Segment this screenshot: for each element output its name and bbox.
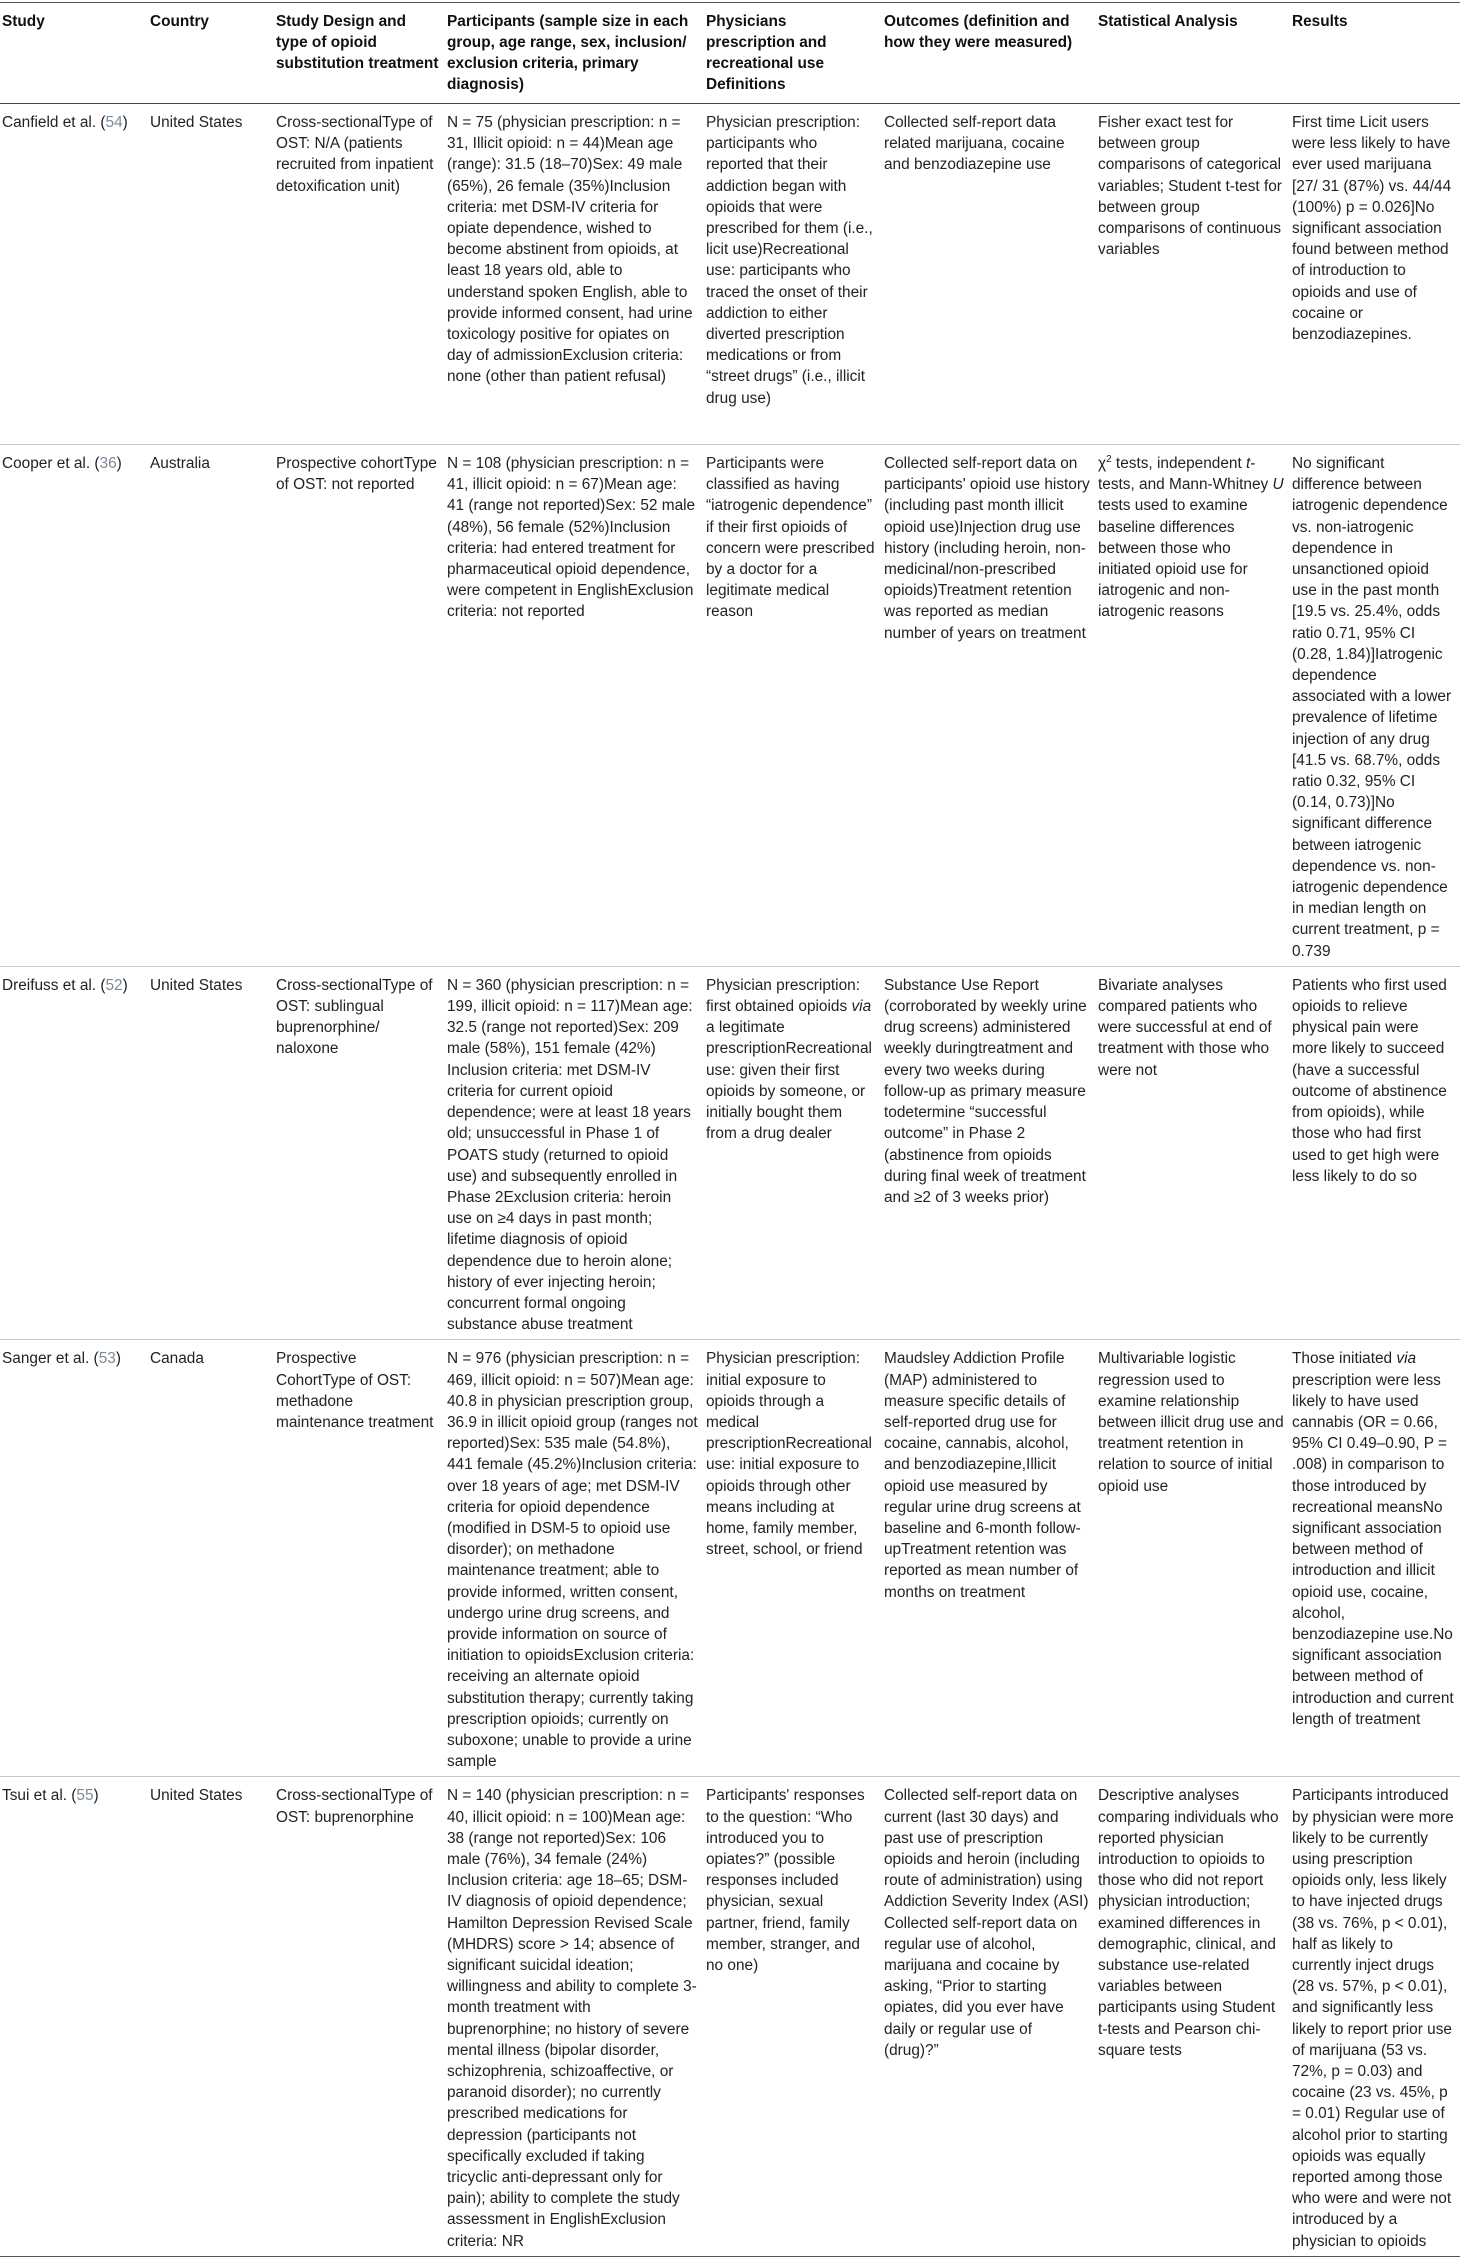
definition-italic: via: [851, 998, 872, 1016]
analysis-italic-t: t: [1246, 455, 1251, 472]
cell-country: United States: [148, 1777, 274, 2256]
definition-text: a legitimate prescriptionRecreational use: given their first opioids by someone, or initially bought them from a drug dealer: [706, 1019, 872, 1143]
table-row: [0, 1777, 1460, 2256]
table-row: [0, 104, 1460, 445]
study-name-close: ): [93, 1787, 99, 1805]
header-outcomes: Outcomes (definition and how they were measured): [882, 3, 1096, 104]
cell-participants: N = 75 (physician prescription: n = 31, Illicit opioid: n = 44)Mean age (range): 31.5 (18–70)Sex: 49 male (65%), 26 female (35%)Inclusion criteria: met DSM-IV criteria for opiate dependence, wished to become abstinent from opioids, at least 18 years old, able to understand spoken English, able to provide informed consent, had urine toxicology positive for opiates on day of admissionExclusion criteria: none (other than patient refusal): [445, 104, 704, 445]
cell-participants: N = 360 (physician prescription: n = 199, illicit opioid: n = 117)Mean age: 32.5 (range not reported)Sex: 209 male (58%), 151 female (42%) Inclusion criteria: met DSM-IV criteria for current opioid dependence; were at least 18 years old; unsuccessful in Phase 1 of POATS study (returned to opioid use) and subsequently enrolled in Phase 2Exclusion criteria: heroin use on ≥4 days in past month; lifetime diagnosis of opioid dependence due to heroin alone; history of ever injecting heroin; concurrent formal ongoing substance abuse treatment: [445, 966, 704, 1339]
cell-study: [0, 1340, 148, 1777]
cell-definitions: Physician prescription: initial exposure to opioids through a medical prescriptionRecreational use: initial exposure to opioids through other means including at home, family member, street, school, or friend: [704, 1340, 882, 1777]
results-text: prescription were less likely to have used cannabis (OR = 0.66, 95% CI 0.49–0.90, P = .008) in comparison to those introduced by recreational meansNo significant association between method of introduction and illicit opioid use, cocaine, alcohol, benzodiazepine use.No significant association between method of introduction and current length of treatment: [1292, 1371, 1454, 1728]
cell-study: [0, 104, 148, 445]
cell-country: Canada: [148, 1340, 274, 1777]
table-row: [0, 1340, 1460, 1777]
cell-outcomes: Collected self-report data on participants' opioid use history (including past month illicit opioid use)Injection drug use history (including heroin, non-medicinal/non-prescribed opioids)Treatment retention was reported as median number of years on treatment: [882, 445, 1096, 967]
study-name-close: ): [116, 455, 122, 472]
study-name: Cooper et al. (: [2, 455, 100, 472]
cell-definitions: Participants were classified as having “iatrogenic dependence” if their first opioids of concern were prescribed by a doctor for a legitimate medical reason: [704, 445, 882, 967]
analysis-text: -tests, and Mann-Whitney: [1098, 455, 1273, 494]
analysis-italic-u: U: [1272, 476, 1284, 494]
header-definitions: Physicians prescription and recreational use Definitions: [704, 3, 882, 104]
table-row: [0, 445, 1460, 967]
cell-results: Participants introduced by physician were more likely to be currently using prescription opioids only, less likely to have injected drugs (38 vs. 76%, p < 0.01), half as likely to currently inject drugs (28 vs. 57%, p < 0.01), and significantly less likely to report prior use of marijuana (53 vs. 72%, p = 0.03) and cocaine (23 vs. 45%, p = 0.01) Regular use of alcohol prior to starting opioids was equally reported among those who were and were not introduced by a physician to opioids: [1290, 1777, 1460, 2256]
study-name: Tsui et al. (: [2, 1787, 77, 1805]
cell-participants: N = 140 (physician prescription: n = 40, illicit opioid: n = 100)Mean age: 38 (range not reported)Sex: 106 male (76%), 34 female (24%) Inclusion criteria: age 18–65; DSM-IV diagnosis of opioid dependence; Hamilton Depression Revised Scale (MHDRS) score > 14; absence of significant suicidal ideation; willingness and ability to complete 3-month treatment with buprenorphine; no history of severe mental illness (bipolar disorder, schizophrenia, schizoaffective, or paranoid disorder); no currently prescribed medications for depression (participants not specifically excluded if taking tricyclic anti-depressant only for pain); ability to complete the study assessment in EnglishExclusion criteria: NR: [445, 1777, 704, 2256]
header-study: Study: [0, 3, 148, 104]
study-name: Canfield et al. (: [2, 114, 106, 131]
study-name-close: ): [115, 1350, 121, 1368]
table-row: [0, 966, 1460, 1339]
cell-definitions: Physician prescription: participants who reported that their addiction began with opioids that were prescribed for them (i.e., licit use)Recreational use: participants who traced the onset of their addiction to either diverted prescription medications or from “street drugs” (i.e., illicit drug use): [704, 104, 882, 445]
cell-design: Cross-sectionalType of OST: N/A (patients recruited from inpatient detoxification unit): [274, 104, 445, 445]
cell-design: Prospective cohortType of OST: not reported: [274, 445, 445, 967]
cell-outcomes: Collected self-report data on current (last 30 days) and past use of prescription opioids and heroin (including route of administration) using Addiction Severity Index (ASI) Collected self-report data on regular use of alcohol, marijuana and cocaine by asking, “Prior to starting opiates, did you ever have daily or regular use of (drug)?”: [882, 1777, 1096, 2256]
cell-design: Prospective CohortType of OST: methadone maintenance treatment: [274, 1340, 445, 1777]
cell-results: [1290, 1340, 1460, 1777]
chi-symbol: χ: [1098, 455, 1107, 472]
cell-analysis: Fisher exact test for between group comparisons of categorical variables; Student t-test for between group comparisons of continuous variables: [1096, 104, 1290, 445]
definition-text: Physician prescription: first obtained opioids: [706, 976, 860, 1016]
cell-country: United States: [148, 104, 274, 445]
cell-analysis: Bivariate analyses compared patients who were successful at end of treatment with those who were not: [1096, 966, 1290, 1339]
cell-definitions: [704, 966, 882, 1339]
results-italic: via: [1396, 1350, 1417, 1368]
studies-table: [0, 2, 1460, 2257]
cell-results: No significant difference between iatrogenic dependence vs. non-iatrogenic dependence in unsanctioned opioid use in the past month [19.5 vs. 25.4%, odds ratio 0.71, 95% CI (0.28, 1.84)]Iatrogenic dependence associated with a lower prevalence of lifetime injection of any drug [41.5 vs. 68.7%, odds ratio 0.32, 95% CI (0.14, 0.73)]No significant difference between iatrogenic dependence vs. non-iatrogenic dependence in median length on current treatment, p = 0.739: [1290, 445, 1460, 967]
header-participants: Participants (sample size in each group, age range, sex, inclusion/ exclusion criteria, primary diagnosis): [445, 3, 704, 104]
cell-participants: N = 108 (physician prescription: n = 41, illicit opioid: n = 67)Mean age: 41 (range not reported)Sex: 52 male (48%), 56 female (52%)Inclusion criteria: had entered treatment for pharmaceutical opioid dependence, were competent in EnglishExclusion criteria: not reported: [445, 445, 704, 967]
analysis-text: tests used to examine baseline differences between those who initiated opioid use for iatrogenic and non-iatrogenic reasons: [1098, 497, 1248, 621]
reference-link[interactable]: 54: [105, 114, 123, 131]
cell-results: Patients who first used opioids to relieve physical pain were more likely to succeed (have a successful outcome of abstinence from opioids), while those who had first used to get high were less likely to do so: [1290, 966, 1460, 1339]
cell-definitions: Participants' responses to the question: “Who introduced you to opiates?” (possible responses included physician, sexual partner, friend, family member, stranger, and no one): [704, 1777, 882, 2256]
cell-design: Cross-sectionalType of OST: sublingual buprenorphine/ naloxone: [274, 966, 445, 1339]
cell-study: [0, 445, 148, 967]
reference-link[interactable]: 53: [98, 1350, 116, 1368]
cell-outcomes: Substance Use Report (corroborated by weekly urine drug screens) administered weekly duringtreatment and every two weeks during follow-up as primary measure todetermine “successful outcome” in Phase 2 (abstinence from opioids during final week of treatment and ≥2 of 3 weeks prior): [882, 966, 1096, 1339]
cell-analysis: Multivariable logistic regression used to examine relationship between illicit drug use and treatment retention in relation to source of initial opioid use: [1096, 1340, 1290, 1777]
header-analysis: Statistical Analysis: [1096, 3, 1290, 104]
cell-design: Cross-sectionalType of OST: buprenorphine: [274, 1777, 445, 2256]
study-name-close: ): [122, 114, 128, 131]
reference-link[interactable]: 52: [105, 976, 123, 994]
study-name: Dreifuss et al. (: [2, 976, 106, 994]
cell-outcomes: Maudsley Addiction Profile (MAP) administered to measure specific details of self-reported drug use for cocaine, cannabis, alcohol, and benzodiazepine,Illicit opioid use measured by regular urine drug screens at baseline and 6-month follow-upTreatment retention was reported as mean number of months on treatment: [882, 1340, 1096, 1777]
table-header-row: [0, 3, 1460, 104]
cell-results: First time Licit users were less likely to have ever used marijuana [27/ 31 (87%) vs. 44/44 (100%) p = 0.026]No significant association found between method of introduction to opioids and use of cocaine or benzodiazepines.: [1290, 104, 1460, 445]
cell-study: [0, 966, 148, 1339]
cell-analysis: Descriptive analyses comparing individuals who reported physician introduction to opioids to those who did not report physician introduction; examined differences in demographic, clinical, and substance use-related variables between participants using Student t-tests and Pearson chi-square tests: [1096, 1777, 1290, 2256]
results-text: Those initiated: [1292, 1350, 1397, 1368]
cell-study: [0, 1777, 148, 2256]
header-design: Study Design and type of opioid substitution treatment: [274, 3, 445, 104]
analysis-text: tests, independent: [1111, 455, 1246, 472]
cell-country: United States: [148, 966, 274, 1339]
cell-country: Australia: [148, 445, 274, 967]
cell-analysis: [1096, 445, 1290, 967]
study-name: Sanger et al. (: [2, 1350, 99, 1368]
study-name-close: ): [122, 976, 128, 994]
header-country: Country: [148, 3, 274, 104]
cell-participants: N = 976 (physician prescription: n = 469, illicit opioid: n = 507)Mean age: 40.8 in physician prescription group, 36.9 in illicit opioid group (ranges not reported)Sex: 535 male (54.8%), 441 female (45.2%)Inclusion criteria: over 18 years of age; met DSM-IV criteria for opioid dependence (modified in DSM-5 to opioid use disorder); on methadone maintenance treatment; able to provide informed, written consent, undergo urine drug screens, and provide information on source of initiation to opioidsExclusion criteria: receiving an alternate opioid substitution therapy; currently taking prescription opioids; currently on suboxone; unable to provide a urine sample: [445, 1340, 704, 1777]
reference-link[interactable]: 55: [76, 1787, 94, 1805]
cell-outcomes: Collected self-report data related marijuana, cocaine and benzodiazepine use: [882, 104, 1096, 445]
reference-link[interactable]: 36: [99, 455, 117, 472]
chi-superscript: 2: [1106, 453, 1112, 465]
header-results: Results: [1290, 3, 1460, 104]
